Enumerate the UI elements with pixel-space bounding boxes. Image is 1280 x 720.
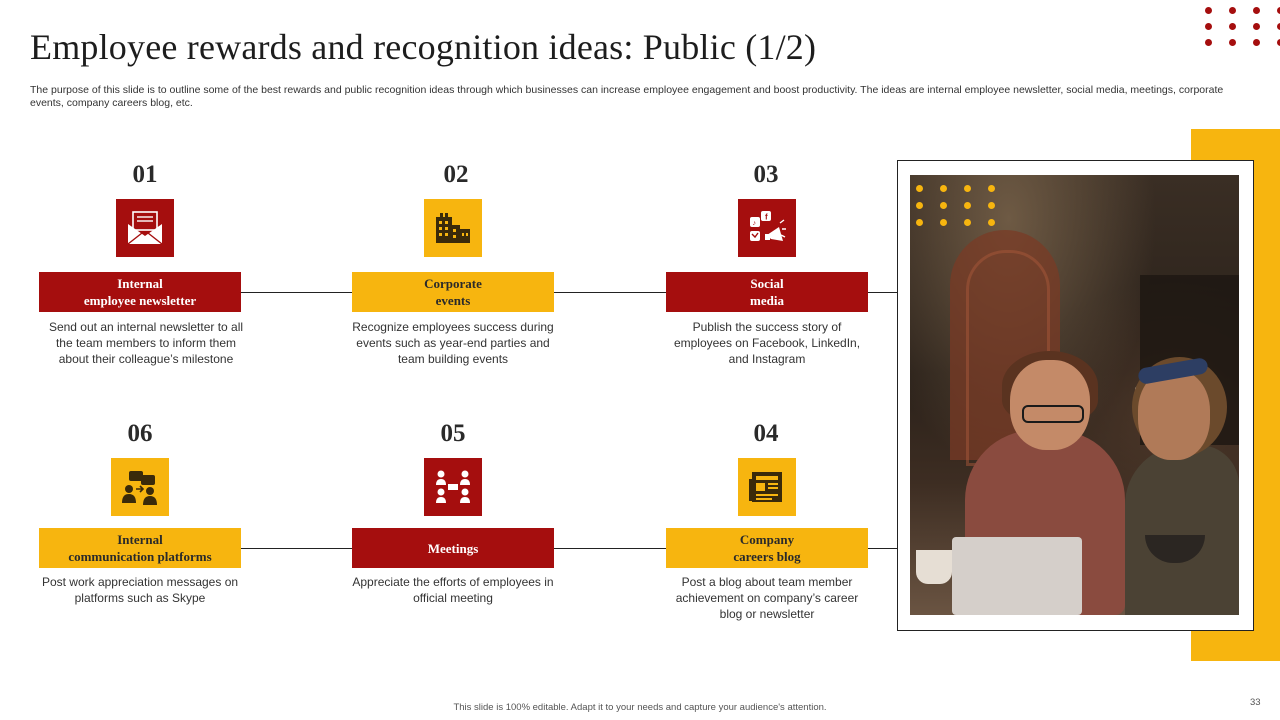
page-number: 33: [1250, 697, 1261, 708]
idea-description: Publish the success story of employees on Facebook, LinkedIn, and Instagram: [673, 320, 861, 366]
corporate-buildings-icon: [424, 199, 482, 257]
footer-note: This slide is 100% editable. Adapt it to your needs and capture your audience's attention.: [453, 702, 827, 713]
idea-description: Recognize employees success during events such as year-end parties and team building events: [352, 320, 554, 366]
social-media-megaphone-icon: [738, 199, 796, 257]
idea-label-internal-communication: Internal communication platforms: [39, 528, 241, 568]
idea-label-company-careers-blog: Company careers blog: [666, 528, 868, 568]
idea-number: 01: [132, 161, 158, 188]
blog-newspaper-icon: [738, 458, 796, 516]
idea-number: 06: [127, 420, 153, 447]
idea-description: Send out an internal newsletter to all the team members to inform them about their colleague’s milestone: [48, 320, 244, 366]
idea-description: Appreciate the efforts of employees in official meeting: [352, 575, 554, 605]
slide-title: Employee rewards and recognition ideas: Public (1/2): [30, 27, 817, 67]
photo-two-women-laptop: [910, 175, 1239, 615]
idea-label-meetings: Meetings: [352, 528, 554, 568]
communication-chat-icon: [111, 458, 169, 516]
slide-subtitle: The purpose of this slide is to outline some of the best rewards and public recognition ideas through which businesses can increase employee engagement and boost productivity. The ideas are internal employee newsletter, social media, meetings, corporate events, company careers blog, etc.: [30, 84, 1224, 109]
svg-text:f: f: [765, 212, 768, 222]
idea-number: 02: [443, 161, 469, 188]
idea-label-social-media: Social media: [666, 272, 868, 312]
idea-description: Post work appreciation messages on platforms such as Skype: [41, 575, 239, 605]
newsletter-envelope-icon: [116, 199, 174, 257]
idea-description: Post a blog about team member achievement on company’s career blog or newsletter: [675, 575, 859, 621]
meeting-people-icon: [424, 458, 482, 516]
decorative-dots: [1200, 0, 1280, 50]
photo-decorative-dots: [914, 183, 1004, 227]
idea-number: 05: [440, 420, 466, 447]
idea-label-internal-newsletter: Internal employee newsletter: [39, 272, 241, 312]
svg-text:♪: ♪: [752, 220, 756, 227]
idea-number: 04: [753, 420, 779, 447]
idea-label-corporate-events: Corporate events: [352, 272, 554, 312]
idea-number: 03: [753, 161, 779, 188]
